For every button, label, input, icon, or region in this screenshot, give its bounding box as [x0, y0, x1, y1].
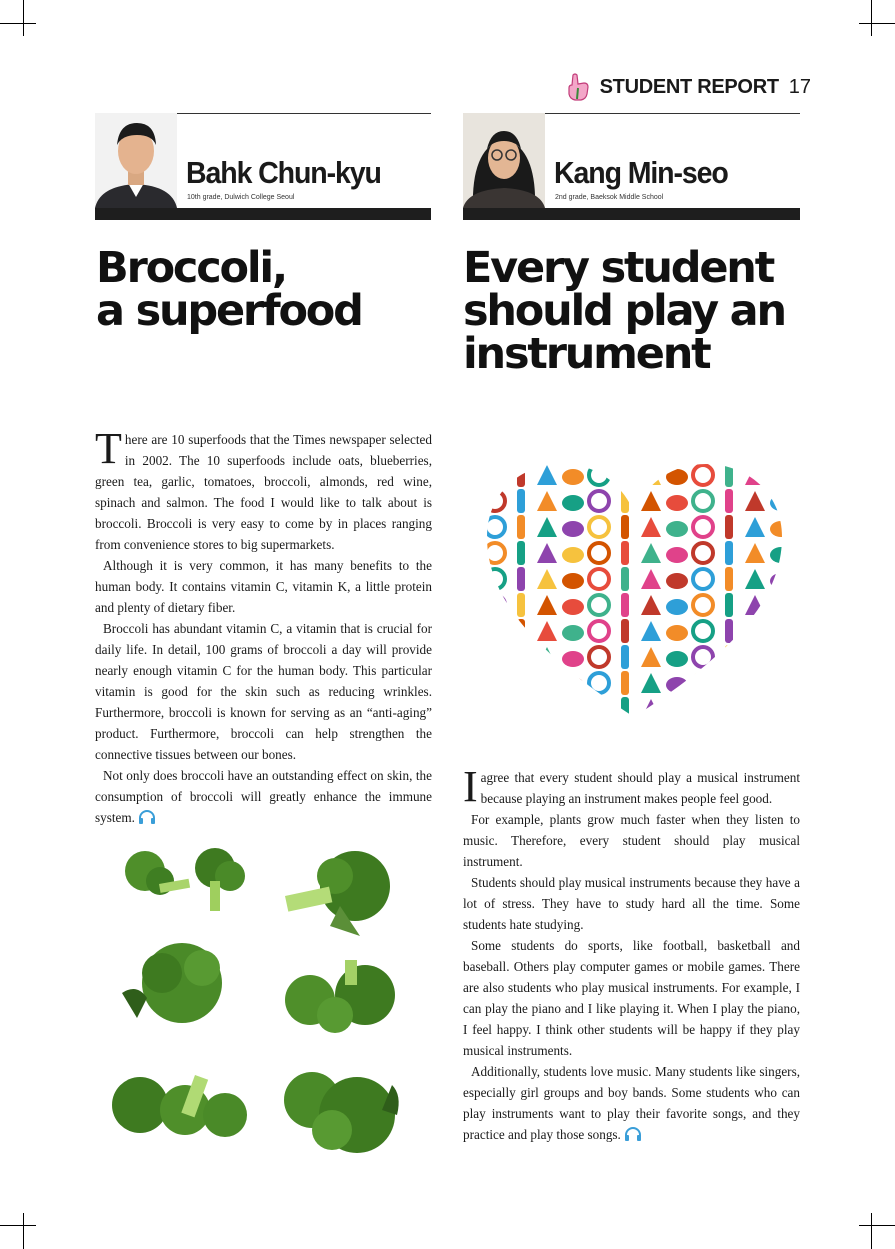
instrument-shape	[770, 625, 787, 641]
instrument-shape	[517, 463, 525, 487]
paragraph: For example, plants grow much faster when they listen to music. Therefore, every student should play musical instrument.	[463, 812, 800, 869]
instrument-shape	[485, 465, 505, 485]
instrument-shape	[562, 547, 584, 563]
author-name: Bahk Chun-kyu	[186, 155, 381, 190]
article-body-right	[463, 762, 800, 1145]
instrument-shape	[562, 677, 584, 693]
instrument-shape	[621, 645, 629, 669]
paragraph: Although it is very common, it has many benefits to the human body. It contains vitamin C, vitamin K, a little protein and plenty of dietary fiber.	[95, 558, 432, 615]
instrument-shape	[517, 697, 525, 721]
crop-mark	[871, 0, 872, 36]
instrument-shape	[485, 647, 505, 667]
instrument-shape	[666, 599, 688, 615]
broccoli-photo	[122, 938, 242, 1033]
author-photo	[463, 113, 545, 208]
instrument-shape	[666, 495, 688, 511]
instrument-shape	[537, 699, 557, 719]
instrument-shape	[562, 625, 584, 641]
headline-right: Every student should play an instrument	[463, 243, 785, 379]
crop-mark	[871, 1213, 872, 1249]
drop-cap: I	[463, 762, 478, 811]
paragraph: Some students do sports, like football, basketball and baseball. Others play computer games or mobile games. There are also students who play musical instruments. For example, I can play the piano and I like playing it. When I play the piano, I feel happy. I think other students will be happy if they play musical instruments.	[463, 938, 800, 1058]
instrument-shape	[725, 463, 733, 487]
crop-mark	[0, 23, 36, 24]
instrument-shape	[641, 465, 661, 485]
instrument-shape	[517, 593, 525, 617]
broccoli-photo	[272, 1065, 412, 1160]
instrument-shape	[770, 599, 787, 615]
instrument-shape	[517, 541, 525, 565]
broccoli-photo	[115, 846, 250, 916]
instrument-shape	[621, 593, 629, 617]
instrument-shape	[562, 703, 584, 719]
instrument-shape	[666, 521, 688, 537]
instrument-shape	[517, 567, 525, 591]
instrument-shape	[517, 671, 525, 695]
instrument-shape	[621, 697, 629, 721]
crop-mark	[859, 23, 895, 24]
page-header	[564, 72, 811, 102]
instrument-shape	[666, 625, 688, 641]
instrument-shape	[621, 567, 629, 591]
instrument-shape	[770, 651, 787, 667]
instrument-shape	[562, 495, 584, 511]
crop-mark	[0, 1225, 36, 1226]
instrument-shape	[621, 515, 629, 539]
author-school: 2nd grade, Baeksok Middle School	[555, 194, 664, 201]
instrument-shape	[666, 469, 688, 485]
instrument-shape	[745, 465, 765, 485]
instrument-shape	[517, 489, 525, 513]
instrument-shape	[725, 723, 733, 724]
instrument-shape	[666, 703, 688, 719]
instrument-shape	[562, 469, 584, 485]
instrument-shape	[621, 619, 629, 643]
instrument-shape	[725, 515, 733, 539]
instrument-shape	[485, 595, 505, 615]
instrument-shape	[517, 723, 525, 724]
page-number: 17	[788, 75, 811, 98]
author-block-right	[463, 113, 800, 220]
drop-cap: T	[95, 424, 122, 473]
instrument-shape	[537, 673, 557, 693]
instrument-shape	[693, 699, 713, 719]
instrument-shape	[725, 645, 733, 669]
instrument-shape	[562, 573, 584, 589]
instrument-shape	[770, 703, 787, 719]
paragraph: Additionally, students love music. Many students like singers, especially girl groups and boy bands. Some students who can play instruments want to play their favorite songs, and they practice and play those songs.	[463, 1064, 800, 1142]
instrument-shape	[745, 699, 765, 719]
crop-mark	[23, 0, 24, 36]
author-block-left	[95, 113, 431, 220]
instruments-heart-illustration	[482, 462, 787, 724]
instrument-shape	[745, 673, 765, 693]
instrument-shape	[770, 469, 787, 485]
paragraph: Students should play musical instruments because they have a lot of stress. They have to study hard all the time. Some students hate studying.	[463, 875, 800, 932]
instrument-shape	[517, 619, 525, 643]
author-bar	[463, 208, 800, 220]
author-school: 10th grade, Dulwich College Seoul	[187, 194, 295, 201]
instrument-shape	[725, 671, 733, 695]
crop-mark	[859, 1225, 895, 1226]
crop-mark	[23, 1213, 24, 1249]
paragraph: Iagree that every student should play a musical instrument because playing an instrument makes people feel good.	[463, 762, 800, 811]
headline-left: Broccoli, a superfood	[96, 243, 362, 336]
instrument-shape	[666, 651, 688, 667]
headphones-icon	[624, 1127, 642, 1141]
paragraph: Broccoli has abundant vitamin C, a vitamin that is crucial for daily life. In detail, 100 grams of broccoli a day will provide nearly enough vitamin C for the human body. This particular vitamin is good for the skin such as reducing wrinkles. Furthermore, broccoli is known for serving as an “anti-aging” product. Furthermore, broccoli can help strengthen the connective tissues between our bones.	[95, 621, 432, 762]
instrument-shape	[562, 521, 584, 537]
instrument-shape	[589, 699, 609, 719]
instrument-shape	[725, 541, 733, 565]
instrument-shape	[725, 567, 733, 591]
instrument-shape	[562, 651, 584, 667]
author-bar	[95, 208, 431, 220]
author-name: Kang Min-seo	[554, 155, 728, 190]
instrument-shape	[725, 593, 733, 617]
instrument-shape	[621, 541, 629, 565]
paragraph: Not only does broccoli have an outstanding effect on skin, the consumption of broccoli will greatly enhance the immune system.	[95, 768, 432, 825]
broccoli-photo	[275, 955, 405, 1040]
instrument-shape	[485, 621, 505, 641]
instrument-shape	[485, 699, 505, 719]
author-photo	[95, 113, 177, 208]
instrument-shape	[693, 673, 713, 693]
instrument-shape	[725, 489, 733, 513]
instrument-shape	[485, 673, 505, 693]
broccoli-photo	[110, 1065, 250, 1150]
section-title: STUDENT REPORT	[599, 75, 779, 98]
instrument-shape	[621, 671, 629, 695]
instrument-shape	[745, 647, 765, 667]
instrument-shape	[621, 489, 629, 513]
instrument-shape	[517, 645, 525, 669]
paragraph: There are 10 superfoods that the Times newspaper selected in 2002. The 10 superfoods include oats, blueberries, green tea, garlic, tomatoes, broccoli, almonds, red wine, spinach and salmon. The food I would like to talk about is broccoli. Broccoli is very easy to come by in places ranging from convenience stores to big supermarkets.	[95, 424, 432, 552]
headphones-icon	[138, 810, 156, 824]
instrument-shape	[666, 677, 688, 693]
instrument-shape	[562, 599, 584, 615]
instrument-shape	[770, 677, 787, 693]
broccoli-photo	[280, 846, 405, 941]
instrument-shape	[517, 515, 525, 539]
instrument-shape	[725, 619, 733, 643]
pointing-hand-icon	[564, 72, 592, 102]
instrument-shape	[621, 723, 629, 724]
instrument-shape	[745, 621, 765, 641]
instrument-shape	[666, 573, 688, 589]
article-body-left	[95, 424, 432, 828]
instrument-shape	[725, 697, 733, 721]
instrument-shape	[621, 463, 629, 487]
instrument-shape	[666, 547, 688, 563]
